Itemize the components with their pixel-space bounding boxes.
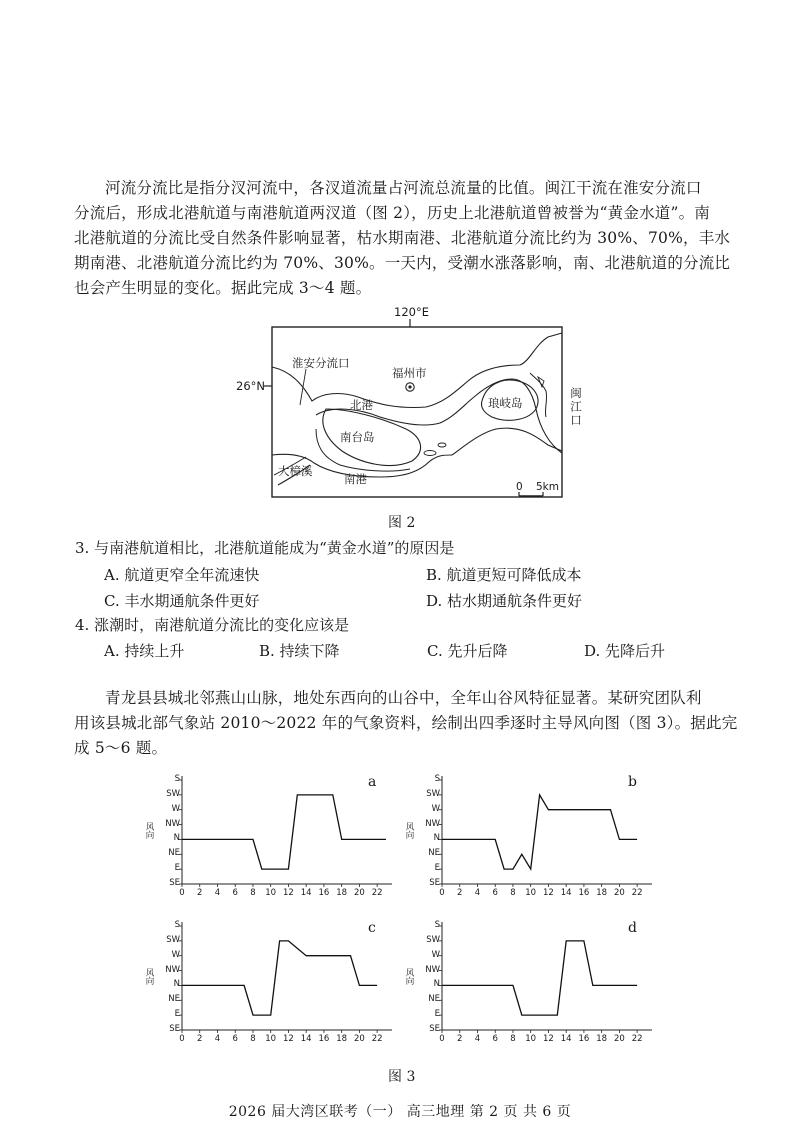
question-3-option-d[interactable]: D. 枯水期通航条件更好 (426, 592, 583, 610)
question-3-option-a[interactable]: A. 航道更窄全年流速快 (104, 566, 260, 584)
wind-chart-c (144, 918, 416, 1080)
x-tick-label: 0 (439, 1034, 445, 1044)
question-4-option-b[interactable]: B. 持续下降 (259, 642, 340, 660)
x-tick-label: 4 (474, 1034, 481, 1044)
x-tick-label: 18 (596, 1034, 608, 1044)
x-tick-label: 12 (543, 888, 554, 898)
panel-label: a (368, 774, 377, 790)
y-tick-label: S (434, 920, 440, 930)
x-tick-label: 4 (474, 888, 481, 898)
y-tick-label: W (431, 803, 440, 814)
x-tick-label: 10 (525, 1034, 537, 1044)
wind-direction-line (182, 941, 377, 1015)
chart-axes (442, 922, 652, 1030)
x-tick-label: 2 (197, 888, 203, 898)
x-tick-label: 10 (265, 1034, 277, 1044)
y-tick-label: E (174, 1009, 180, 1020)
y-tick-label: NW (165, 818, 180, 829)
x-tick-label: 8 (510, 1034, 516, 1044)
figure-3-caption: 图 3 (388, 1069, 416, 1085)
chart-axes (182, 922, 392, 1030)
x-tick-label: 20 (613, 1034, 625, 1044)
y-tick-label: NE (428, 848, 440, 859)
y-tick-label: SE (429, 878, 440, 888)
x-tick-label: 0 (439, 888, 445, 898)
page-footer: 2026 届大湾区联考（一） 高三地理 第 2 页 共 6 页 (228, 1104, 572, 1120)
y-tick-label: N (173, 979, 180, 990)
y-tick-label: N (433, 833, 440, 844)
x-tick-label: 18 (596, 888, 608, 898)
x-tick-label: 8 (250, 1034, 256, 1044)
beigang-label: 北港 (350, 398, 373, 412)
minjiangkou-label: 闽江口 (569, 387, 583, 428)
figure-2-map (230, 305, 590, 505)
y-axis-title: 风向 (144, 822, 154, 839)
fuzhou-label: 福州市 (392, 366, 427, 380)
panel-label: d (628, 920, 637, 936)
x-tick-label: 14 (300, 888, 312, 898)
wind-chart-b (404, 772, 676, 934)
y-tick-label: NW (425, 964, 440, 975)
nangang-label: 南港 (344, 472, 367, 486)
figure-2-caption: 图 2 (388, 515, 416, 531)
passage-2-line: 用该县城北部气象站 2010～2022 年的气象资料，绘制出四季逐时主导风向图（图 3）。据此完 (74, 714, 738, 732)
x-tick-label: 6 (492, 1034, 498, 1044)
x-tick-label: 14 (300, 1034, 312, 1044)
dazhangxi-label: 大樟溪 (278, 464, 313, 478)
y-tick-label: SE (169, 1024, 180, 1034)
scale-zero-label: 0 (516, 481, 523, 493)
y-tick-label: NW (425, 818, 440, 829)
y-tick-label: SE (429, 1024, 440, 1034)
wind-chart-d (404, 918, 676, 1080)
chart-axes (442, 776, 652, 884)
x-tick-label: 6 (232, 1034, 238, 1044)
question-3-stem: 3. 与南港航道相比，北港航道能成为“黄金水道”的原因是 (75, 539, 455, 557)
y-tick-label: NE (168, 994, 180, 1005)
passage-1 (74, 176, 731, 301)
x-tick-label: 12 (543, 1034, 554, 1044)
x-tick-label: 14 (560, 888, 572, 898)
nantai-label: 南台岛 (340, 430, 375, 444)
y-tick-label: S (174, 920, 180, 930)
passage-1-line: 期南港、北港航道分流比约为 70%、30%。一天内，受潮水涨落影响，南、北港航道的分流比 (74, 254, 731, 272)
latitude-label: 26°N (236, 379, 265, 393)
y-tick-label: SW (426, 934, 440, 945)
y-tick-label: SW (166, 934, 180, 945)
passage-2-line: 青龙县县城北邻燕山山脉，地处东西向的山谷中，全年山谷风特征显著。某研究团队利 (105, 689, 702, 707)
x-tick-label: 0 (179, 888, 185, 898)
x-tick-label: 22 (631, 888, 643, 898)
question-3-option-c[interactable]: C. 丰水期通航条件更好 (104, 592, 260, 610)
y-tick-label: SW (166, 788, 180, 799)
x-tick-label: 2 (457, 888, 463, 898)
wind-direction-line (182, 795, 386, 869)
x-tick-label: 8 (250, 888, 256, 898)
longitude-label: 120°E (394, 305, 429, 319)
question-4-option-c[interactable]: C. 先升后降 (427, 642, 508, 660)
x-tick-label: 20 (353, 1034, 365, 1044)
x-tick-label: 16 (578, 1034, 590, 1044)
x-tick-label: 4 (214, 1034, 221, 1044)
y-tick-label: S (174, 774, 180, 784)
y-tick-label: NE (428, 994, 440, 1005)
question-3-option-b[interactable]: B. 航道更短可降低成本 (426, 566, 582, 584)
y-axis-title: 风向 (404, 968, 414, 985)
x-tick-label: 8 (510, 888, 516, 898)
x-tick-label: 18 (336, 888, 348, 898)
langqi-label: 琅岐岛 (488, 396, 523, 410)
y-tick-label: E (174, 863, 180, 874)
x-tick-label: 6 (492, 888, 498, 898)
x-tick-label: 22 (371, 1034, 383, 1044)
x-tick-label: 12 (283, 1034, 294, 1044)
y-tick-label: SE (169, 878, 180, 888)
x-tick-label: 22 (631, 1034, 643, 1044)
y-tick-label: W (171, 803, 180, 814)
y-tick-label: SW (426, 788, 440, 799)
scale-end-label: 5km (536, 481, 559, 493)
passage-1-line: 分流后，形成北港航道与南港航道两汊道（图 2），历史上北港航道曾被誉为“黄金水道”。南 (74, 204, 710, 222)
panel-label: c (368, 920, 376, 936)
panel-label: b (628, 774, 637, 790)
x-tick-label: 18 (336, 1034, 348, 1044)
y-tick-label: W (171, 949, 180, 960)
y-tick-label: NE (168, 848, 180, 859)
x-tick-label: 16 (318, 888, 330, 898)
y-tick-label: NW (165, 964, 180, 975)
x-tick-label: 10 (525, 888, 537, 898)
x-tick-label: 10 (265, 888, 277, 898)
x-tick-label: 14 (560, 1034, 572, 1044)
x-tick-label: 16 (578, 888, 590, 898)
y-axis-title: 风向 (404, 822, 414, 839)
x-tick-label: 6 (232, 888, 238, 898)
y-axis-title: 风向 (144, 968, 154, 985)
huaian-label: 淮安分流口 (292, 356, 350, 370)
x-tick-label: 4 (214, 888, 221, 898)
passage-2 (74, 686, 738, 761)
y-tick-label: E (434, 1009, 440, 1020)
x-tick-label: 16 (318, 1034, 330, 1044)
x-tick-label: 0 (179, 1034, 185, 1044)
y-tick-label: W (431, 949, 440, 960)
question-4-stem: 4. 涨潮时，南港航道分流比的变化应该是 (75, 616, 350, 634)
question-4-option-a[interactable]: A. 持续上升 (104, 642, 185, 660)
chart-axes (182, 776, 392, 884)
passage-1-line: 北港航道的分流比受自然条件影响显著，枯水期南港、北港航道分流比约为 30%、70%，丰水 (74, 229, 731, 247)
wind-chart-a (144, 772, 416, 934)
passage-1-line: 河流分流比是指分汊河流中，各汊道流量占河流总流量的比值。闽江干流在淮安分流口 (105, 179, 702, 197)
wind-direction-line (442, 941, 637, 1015)
passage-1-line: 也会产生明显的变化。据此完成 3～4 题。 (74, 279, 372, 297)
y-tick-label: N (433, 979, 440, 990)
y-tick-label: N (173, 833, 180, 844)
x-tick-label: 12 (283, 888, 294, 898)
y-tick-label: E (434, 863, 440, 874)
x-tick-label: 2 (457, 1034, 463, 1044)
x-tick-label: 2 (197, 1034, 203, 1044)
x-tick-label: 20 (353, 888, 365, 898)
y-tick-label: S (434, 774, 440, 784)
x-tick-label: 22 (371, 888, 383, 898)
wind-direction-line (442, 795, 637, 869)
x-tick-label: 20 (613, 888, 625, 898)
passage-2-line: 成 5～6 题。 (74, 739, 168, 757)
question-4-option-d[interactable]: D. 先降后升 (584, 642, 666, 660)
